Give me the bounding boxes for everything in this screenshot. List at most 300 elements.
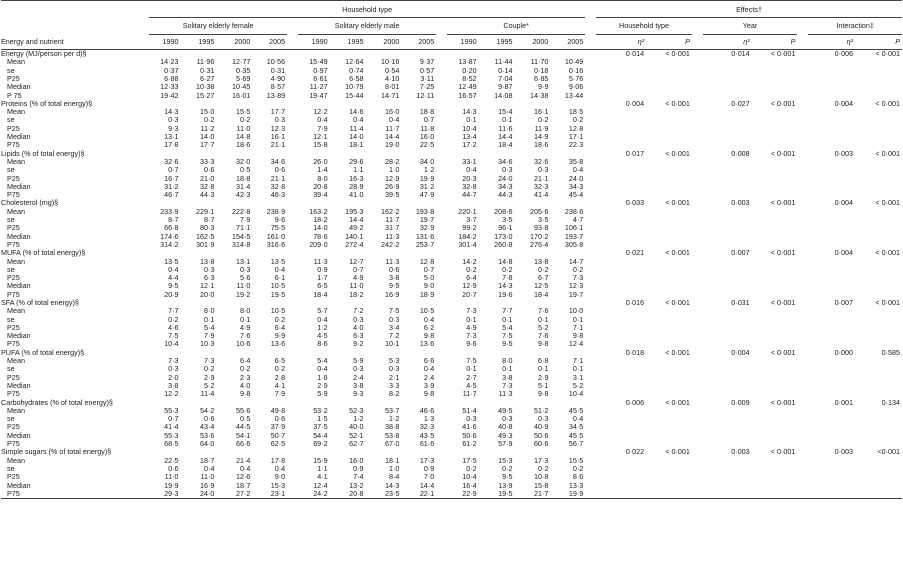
table-cell: 11·7 xyxy=(462,390,477,399)
table-cell: 10·4 xyxy=(568,390,584,399)
table-cell: 8·0 xyxy=(204,307,215,316)
table-cell: 24·2 xyxy=(313,489,328,498)
table-cell: 7·5 xyxy=(466,356,477,366)
table-row xyxy=(1,191,902,199)
table-cell: 69·2 xyxy=(313,439,328,449)
table-cell: 55·3 xyxy=(164,406,179,415)
table-cell: 0·3 xyxy=(168,365,179,374)
table-row xyxy=(1,365,902,373)
table-cell: 45·4 xyxy=(568,191,584,200)
column-gap xyxy=(436,125,447,133)
table-cell: 24·0 xyxy=(200,489,215,498)
empty-effects-cell xyxy=(596,174,902,182)
year-header: 2005 xyxy=(401,35,436,50)
table-cell: 7·3 xyxy=(168,356,179,366)
empty-effects-cell xyxy=(596,233,902,241)
table-cell: 0·3 xyxy=(538,166,549,175)
table-cell: 131·6 xyxy=(415,232,435,241)
stat-label: P25 xyxy=(7,274,20,283)
eta-squared-value: 0·006 xyxy=(625,398,645,407)
eta-squared-value: 0·007 xyxy=(731,249,750,258)
table-cell: 3·8 xyxy=(168,381,179,390)
p-value: < 0·001 xyxy=(665,49,690,59)
year-header: 2000 xyxy=(515,35,551,50)
table-cell: 12·4 xyxy=(313,481,328,490)
stat-label: Mean xyxy=(7,257,25,266)
table-cell: 272·4 xyxy=(345,240,364,249)
table-cell: 7·1 xyxy=(572,356,584,366)
table-cell: 31·4 xyxy=(235,182,251,191)
table-cell: 11·27 xyxy=(309,83,328,92)
table-cell: 61·6 xyxy=(419,439,435,449)
table-cell: 17·3 xyxy=(534,456,549,465)
table-cell: 32·8 xyxy=(200,182,215,191)
column-gap xyxy=(436,216,447,224)
column-gap xyxy=(585,75,596,83)
table-cell: 6·4 xyxy=(239,356,251,366)
empty-effects-cell xyxy=(596,465,902,473)
p-value: < 0·001 xyxy=(665,249,690,258)
column-gap xyxy=(287,216,298,224)
table-cell: 0·6 xyxy=(274,415,286,424)
table-cell: 34·6 xyxy=(270,157,286,166)
column-gap xyxy=(585,407,596,415)
table-cell: 5·7 xyxy=(317,307,328,316)
table-cell: 55·3 xyxy=(164,431,179,440)
empty-effects-cell xyxy=(596,241,902,249)
table-cell: 0·6 xyxy=(204,166,215,175)
stat-label: P75 xyxy=(7,240,20,249)
column-gap xyxy=(585,166,596,174)
table-cell: 41·6 xyxy=(462,423,477,432)
table-cell: 242·2 xyxy=(381,240,400,249)
table-cell: 0·31 xyxy=(270,66,286,75)
table-cell: 6·3 xyxy=(353,332,364,341)
table-cell: 0·2 xyxy=(502,464,513,473)
table-cell: 0·18 xyxy=(534,66,549,75)
table-cell: 27·2 xyxy=(235,489,251,498)
column-gap xyxy=(436,183,447,191)
table-cell: 0·3 xyxy=(502,166,513,175)
table-cell: 6·58 xyxy=(349,74,364,83)
table-cell: 301·4 xyxy=(458,240,477,249)
stat-label: Median xyxy=(7,381,31,390)
table-cell: 54·1 xyxy=(235,431,251,440)
table-cell: 7·9 xyxy=(204,332,215,341)
column-gap xyxy=(585,158,596,166)
table-cell: 0·1 xyxy=(538,365,549,374)
eta-squared-value: 0·004 xyxy=(834,99,854,108)
table-cell: 314·8 xyxy=(231,240,251,249)
stat-label: P25 xyxy=(7,124,20,133)
stat-label: Mean xyxy=(7,157,25,166)
column-gap xyxy=(692,50,703,59)
table-cell: 13·1 xyxy=(235,257,251,266)
table-cell: 21·1 xyxy=(270,141,286,150)
table-cell: 51·2 xyxy=(534,406,549,415)
table-cell: 1·1 xyxy=(353,166,364,175)
empty-effects-cell xyxy=(596,357,902,365)
table-cell: 0·3 xyxy=(204,265,215,274)
table-cell: 1·0 xyxy=(389,166,400,175)
table-cell: 45·5 xyxy=(568,431,584,440)
column-gap xyxy=(585,108,596,116)
year-header: 1995 xyxy=(479,35,515,50)
table-cell: 18·2 xyxy=(349,290,364,299)
table-cell: 40·0 xyxy=(349,423,364,432)
table-cell: 0·3 xyxy=(353,365,364,374)
column-gap xyxy=(436,473,447,481)
table-cell: 41·0 xyxy=(349,191,364,200)
eta-squared-value: 0·014 xyxy=(625,49,645,59)
row-label-header: Energy and nutrient xyxy=(1,35,149,50)
eta-squared-value: 0·001 xyxy=(834,398,854,407)
table-cell: 4·90 xyxy=(270,74,286,83)
nutrient-heading-row xyxy=(1,100,902,108)
table-cell: 20·7 xyxy=(462,290,477,299)
table-cell: 71·1 xyxy=(235,224,251,233)
table-row xyxy=(1,490,902,499)
table-cell: 57·9 xyxy=(498,439,513,449)
table-cell: 12·2 xyxy=(164,390,179,399)
column-gap xyxy=(436,274,447,282)
stat-label: Median xyxy=(7,481,31,490)
table-cell: 0·4 xyxy=(423,365,435,374)
table-cell: 66·6 xyxy=(235,439,251,449)
table-cell: 15·8 xyxy=(534,481,549,490)
table-cell: 6·6 xyxy=(423,356,435,366)
nutrient-heading-row xyxy=(1,50,902,59)
table-cell: 0·1 xyxy=(572,365,584,374)
stat-label: Mean xyxy=(7,207,25,216)
table-cell: 2·1 xyxy=(389,373,400,382)
eta-squared-header: η² xyxy=(808,35,855,50)
table-cell: 8·52 xyxy=(462,74,477,83)
table-cell: 0·7 xyxy=(168,415,179,424)
table-row xyxy=(1,291,902,299)
stat-label: Median xyxy=(7,431,31,440)
year-header: 2005 xyxy=(550,35,585,50)
eta-squared-value: 0·006 xyxy=(834,49,854,59)
empty-effects-cell xyxy=(596,457,902,465)
empty-effects-cell xyxy=(596,141,902,149)
table-cell: 3·11 xyxy=(420,74,435,83)
column-gap xyxy=(585,91,596,99)
table-cell: 13·4 xyxy=(462,132,477,142)
table-cell: 8·2 xyxy=(389,390,400,399)
stat-label: Mean xyxy=(7,406,25,415)
column-gap xyxy=(585,282,596,290)
nutrient-name: Carbohydrates (% of total energy)§ xyxy=(1,398,113,407)
table-cell: 11·70 xyxy=(530,58,549,67)
table-cell: 11·4 xyxy=(200,390,215,399)
table-cell: 14·0 xyxy=(313,224,328,233)
table-row xyxy=(1,91,902,99)
column-gap xyxy=(585,274,596,282)
table-cell: 9·06 xyxy=(568,83,584,92)
stat-label: Mean xyxy=(7,456,25,465)
column-gap xyxy=(797,299,808,307)
table-cell: 3·5 xyxy=(502,215,513,225)
table-cell: 0·4 xyxy=(317,315,328,324)
empty-effects-cell xyxy=(596,208,902,216)
table-row xyxy=(1,382,902,390)
table-cell: 16·0 xyxy=(349,456,364,465)
column-gap xyxy=(436,75,447,83)
table-cell: 18·6 xyxy=(534,141,549,150)
column-gap xyxy=(585,357,596,365)
column-gap xyxy=(287,208,298,216)
table-cell: 54·4 xyxy=(313,431,328,440)
table-cell: 0·2 xyxy=(239,365,251,374)
column-gap xyxy=(585,390,596,398)
p-value: < 0·001 xyxy=(875,298,900,307)
table-cell: 15·5 xyxy=(568,456,584,465)
group-header-male: Solitary elderly male xyxy=(298,18,436,35)
table-cell: 13·5 xyxy=(270,257,286,266)
column-gap xyxy=(436,141,447,149)
bottom-rule xyxy=(1,499,902,502)
table-cell: 0·1 xyxy=(502,116,513,125)
column-gap xyxy=(585,83,596,91)
table-cell: 5·9 xyxy=(317,390,328,399)
table-cell: 14·3 xyxy=(462,108,477,117)
table-cell: 12·3 xyxy=(568,282,584,291)
column-gap xyxy=(436,83,447,91)
table-row xyxy=(1,357,902,365)
column-gap xyxy=(287,307,298,315)
stat-label: Median xyxy=(7,282,31,291)
column-gap xyxy=(797,448,808,456)
column-gap xyxy=(287,316,298,324)
eta-squared-value: 0·004 xyxy=(731,348,750,357)
table-cell: 12·77 xyxy=(231,58,251,67)
year-header: 1990 xyxy=(149,35,181,50)
table-cell: 3·8 xyxy=(502,373,513,382)
table-cell: 220·1 xyxy=(458,207,477,216)
table-cell: 14·23 xyxy=(160,58,179,67)
table-cell: 0·4 xyxy=(389,116,400,125)
table-cell: 9·37 xyxy=(419,58,435,67)
column-gap xyxy=(436,407,447,415)
stat-label: se xyxy=(7,415,15,424)
column-gap xyxy=(287,274,298,282)
table-cell: 253·7 xyxy=(415,240,435,249)
table-cell: 2·0 xyxy=(168,373,179,382)
stat-label: P25 xyxy=(7,74,20,83)
p-value-header: P xyxy=(752,35,798,50)
table-cell: 15·3 xyxy=(498,456,513,465)
table-row xyxy=(1,174,902,182)
table-cell: 53·6 xyxy=(200,431,215,440)
column-gap xyxy=(436,158,447,166)
table-cell: 8·7 xyxy=(168,215,179,225)
effects-header: Effects† xyxy=(596,4,902,18)
p-value: < 0·001 xyxy=(875,49,900,59)
column-gap xyxy=(585,324,596,332)
table-cell: 21·4 xyxy=(235,456,251,465)
table-cell: 0·3 xyxy=(389,365,400,374)
stat-label: Median xyxy=(7,232,31,241)
table-cell: 238·9 xyxy=(266,207,286,216)
table-row xyxy=(1,332,902,340)
table-cell: 53·2 xyxy=(313,406,328,415)
table-row xyxy=(1,432,902,440)
table-cell: 11·4 xyxy=(349,124,364,133)
table-cell: 5·4 xyxy=(502,323,513,332)
table-row xyxy=(1,390,902,398)
table-cell: 14·4 xyxy=(498,132,513,142)
column-gap xyxy=(797,349,808,357)
eta-squared-value: 0·033 xyxy=(625,199,645,208)
table-cell: 18·5 xyxy=(568,108,584,117)
table-cell: 32·8 xyxy=(270,182,286,191)
eta-squared-value: 0·031 xyxy=(731,298,750,307)
table-cell: 154·5 xyxy=(231,232,251,241)
table-cell: 162·5 xyxy=(196,232,215,241)
table-cell: 7·0 xyxy=(423,473,435,482)
table-cell: 10·4 xyxy=(462,124,477,133)
column-gap xyxy=(692,199,703,207)
nutrient-heading-row xyxy=(1,199,902,207)
table-row xyxy=(1,266,902,274)
empty-effects-cell xyxy=(596,75,902,83)
table-cell: 208·6 xyxy=(494,207,513,216)
table-cell: 22·5 xyxy=(419,141,435,150)
table-cell: 0·3 xyxy=(274,116,286,125)
table-cell: 6·4 xyxy=(274,323,286,332)
stat-label: P75 xyxy=(7,489,20,498)
table-cell: 32·8 xyxy=(462,182,477,191)
table-cell: 3·8 xyxy=(389,274,400,283)
table-cell: 0·5 xyxy=(239,166,251,175)
eta-squared-value: 0·018 xyxy=(625,348,645,357)
table-cell: 6·61 xyxy=(313,74,328,83)
table-cell: 0·3 xyxy=(168,116,179,125)
column-gap xyxy=(692,100,703,108)
table-cell: 0·6 xyxy=(204,415,215,424)
table-cell: 10·5 xyxy=(419,307,435,316)
table-cell: 45·5 xyxy=(568,406,584,415)
table-cell: 10·38 xyxy=(196,83,215,92)
table-cell: 13·44 xyxy=(564,91,584,100)
table-cell: 19·2 xyxy=(235,290,251,299)
column-gap xyxy=(436,91,447,99)
table-row xyxy=(1,133,902,141)
column-gap xyxy=(287,432,298,440)
column-gap xyxy=(692,448,703,456)
table-cell: 46·7 xyxy=(164,191,179,200)
table-cell: 13·1 xyxy=(164,132,179,142)
table-cell: 0·4 xyxy=(239,464,251,473)
empty-effects-cell xyxy=(596,440,902,448)
table-cell: 8·6 xyxy=(572,473,584,482)
table-cell: 1·3 xyxy=(423,415,435,424)
table-cell: 18·7 xyxy=(235,481,251,490)
table-row xyxy=(1,116,902,124)
column-gap xyxy=(287,183,298,191)
table-cell: 20·0 xyxy=(200,290,215,299)
table-cell: 5·4 xyxy=(317,356,328,366)
table-cell: 0·4 xyxy=(204,464,215,473)
column-gap xyxy=(436,67,447,75)
table-row xyxy=(1,216,902,224)
nutrient-table xyxy=(1,0,902,501)
table-cell: 0·3 xyxy=(502,415,513,424)
empty-effects-cell xyxy=(596,58,902,66)
column-gap xyxy=(585,374,596,382)
column-gap xyxy=(585,415,596,423)
p-value: < 0·001 xyxy=(770,398,796,407)
table-cell: 5·76 xyxy=(568,74,584,83)
table-row xyxy=(1,340,902,348)
table-cell: 15·5 xyxy=(235,108,251,117)
column-gap xyxy=(287,174,298,182)
table-cell: 4·7 xyxy=(572,215,584,225)
table-cell: 2·9 xyxy=(538,373,549,382)
p-value: < 0·001 xyxy=(875,99,900,108)
column-gap xyxy=(287,440,298,448)
column-gap xyxy=(287,141,298,149)
table-cell: 0·2 xyxy=(204,116,215,125)
table-cell: 33·1 xyxy=(462,157,477,166)
p-value: < 0·001 xyxy=(770,149,796,158)
p-value: < 0·001 xyxy=(875,249,900,258)
stat-label: se xyxy=(7,166,15,175)
table-cell: 170·2 xyxy=(530,232,549,241)
p-value: < 0·001 xyxy=(770,348,796,357)
table-cell: 0·2 xyxy=(572,464,584,473)
table-cell: 10·3 xyxy=(200,340,215,349)
table-cell: 46·3 xyxy=(270,191,286,200)
table-cell: 44·5 xyxy=(235,423,251,432)
p-value: < 0·001 xyxy=(770,49,796,59)
nutrient-name: Cholesterol (mg)§ xyxy=(1,199,59,208)
table-cell: 18·2 xyxy=(313,215,328,225)
table-cell: 15·4 xyxy=(498,108,513,117)
table-row xyxy=(1,307,902,315)
eta-squared-header: η² xyxy=(596,35,646,50)
table-cell: 49·2 xyxy=(349,224,364,233)
stat-label: Median xyxy=(7,132,31,142)
table-cell: 34·6 xyxy=(498,157,513,166)
table-cell: 0·4 xyxy=(353,116,364,125)
p-value: <0·001 xyxy=(877,448,900,457)
table-cell: 56·7 xyxy=(568,439,584,449)
table-cell: 314·2 xyxy=(160,240,179,249)
table-cell: 0·4 xyxy=(572,415,584,424)
table-cell: 18·4 xyxy=(313,290,328,299)
table-cell: 11·0 xyxy=(200,473,215,482)
table-cell: 96·1 xyxy=(498,224,513,233)
table-cell: 33·3 xyxy=(200,157,215,166)
table-cell: 16·3 xyxy=(349,174,364,183)
p-value: < 0·001 xyxy=(875,149,900,158)
table-cell: 93·8 xyxy=(534,224,549,233)
table-cell: 17·2 xyxy=(462,141,477,150)
stat-label: P25 xyxy=(7,323,20,332)
table-cell: 66·8 xyxy=(164,224,179,233)
p-value: < 0·001 xyxy=(665,348,690,357)
table-cell: 0·2 xyxy=(466,265,477,274)
table-cell: 52·1 xyxy=(349,431,364,440)
column-gap xyxy=(287,266,298,274)
empty-effects-cell xyxy=(596,332,902,340)
table-cell: 17·3 xyxy=(419,456,435,465)
column-gap xyxy=(287,374,298,382)
table-cell: 1·8 xyxy=(317,373,328,382)
nutrient-heading-row xyxy=(1,299,902,307)
